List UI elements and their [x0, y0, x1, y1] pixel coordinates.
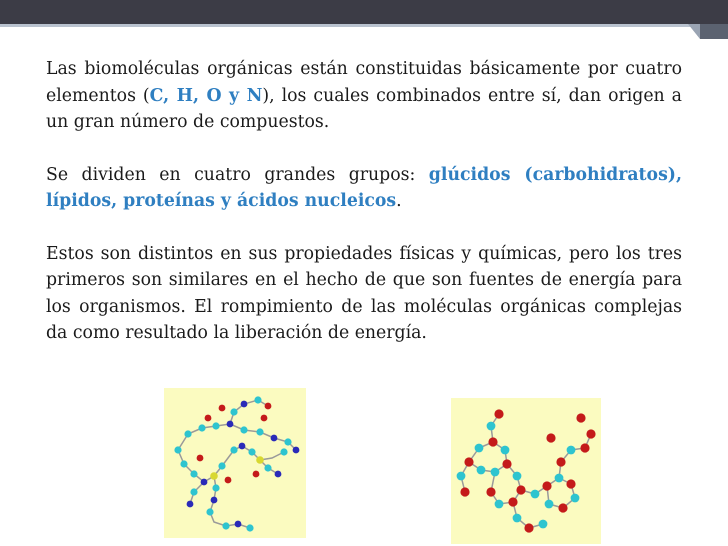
slide-body: [46, 56, 682, 373]
paragraph-groups: [46, 162, 682, 215]
paragraph-text: Las biomoléculas orgánicas están constituidas básicamente por cuatro elementos (: [46, 59, 682, 106]
paragraph-text: Se dividen en cuatro grandes grupos:: [46, 164, 429, 185]
protein-molecule-image: [164, 388, 306, 538]
slide-corner-accent-light: [688, 24, 700, 39]
carbohydrate-molecule-model-icon: [451, 398, 601, 544]
groups-highlight: glúcidos (carbohidratos), lípidos, proteínas y ácidos nucleicos: [46, 164, 682, 211]
paragraph-elements: [46, 56, 682, 136]
slide-header-bar: [0, 0, 728, 24]
paragraph-text: ), los cuales combinados entre sí, dan origen a un gran número de compuestos.: [46, 85, 682, 132]
elements-highlight: C, H, O y N: [149, 85, 263, 106]
carbohydrate-molecule-image: [451, 398, 601, 544]
paragraph-text: .: [396, 191, 402, 211]
protein-molecule-model-icon: [164, 388, 306, 538]
slide-header-accent: [0, 24, 728, 27]
paragraph-text: Estos son distintos en sus propiedades físicas y químicas, pero los tres primeros son similares en el hecho de que son fuentes de energía para los organismos. El rompimiento de las moléculas orgánicas complejas da como resultado la liberación de energía.: [46, 243, 682, 343]
slide-corner-accent-dark: [700, 24, 728, 39]
paragraph-energy: [46, 241, 682, 347]
